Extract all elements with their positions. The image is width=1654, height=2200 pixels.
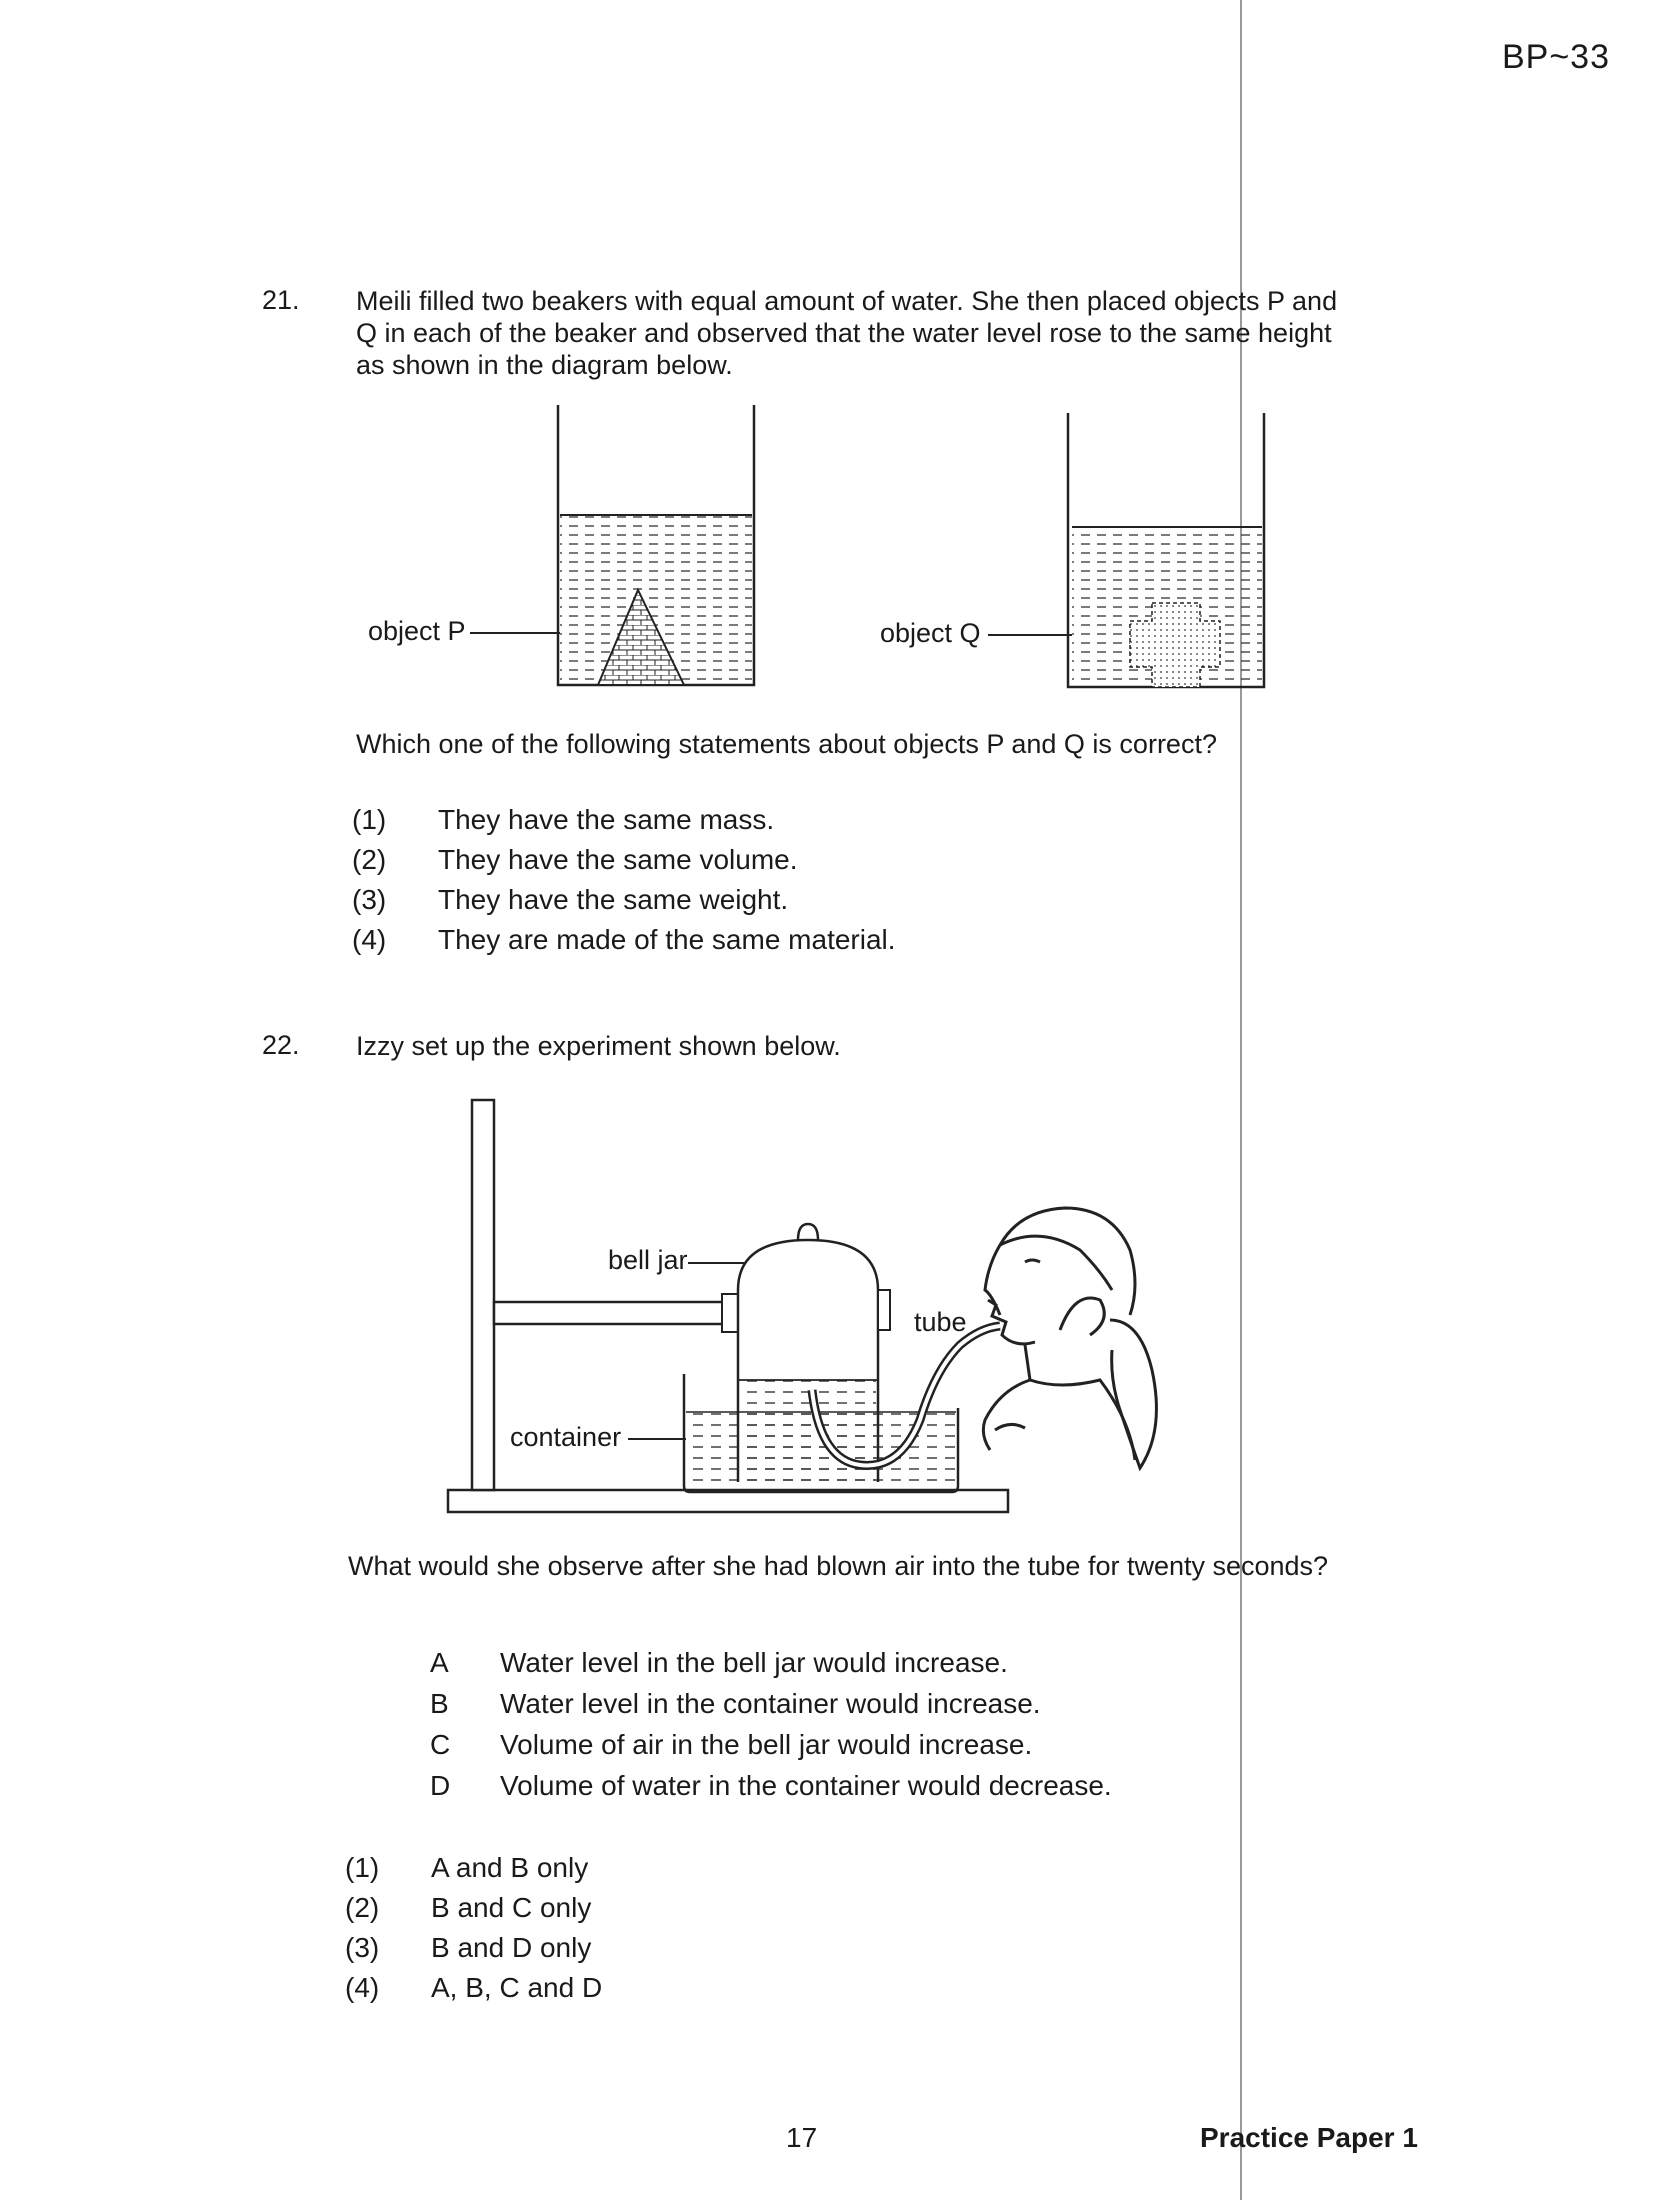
statement-a: A Water level in the bell jar would increase. [430, 1647, 1008, 1678]
question-text-21: Meili filled two beakers with equal amount of water. She then placed objects P and Q in each of the beaker and observed that the water level rose to the same height as shown in the diagram below. [356, 286, 1338, 380]
option-22-3: (3) B and D only [345, 1932, 592, 1963]
option-22-2: (2) B and C only [345, 1892, 592, 1923]
girl-figure [983, 1208, 1156, 1468]
option-21-1: (1) They have the same mass. [352, 804, 775, 835]
statement-b: B Water level in the container would increase. [430, 1688, 1041, 1719]
statement-d: D Volume of water in the container would decrease. [430, 1770, 1112, 1801]
question-prompt-21: Which one of the following statements about objects P and Q is correct? [356, 729, 1217, 759]
beaker-q [988, 413, 1264, 687]
option-21-4: (4) They are made of the same material. [352, 924, 896, 955]
question-number-22: 22. [262, 1030, 300, 1060]
page-code: BP~33 [1501, 38, 1610, 76]
label-bell-jar: bell jar [608, 1245, 688, 1275]
options-22 [345, 1848, 602, 2008]
beakers-diagram [360, 405, 1310, 705]
option-21-2: (2) They have the same volume. [352, 844, 798, 875]
option-21-3: (3) They have the same weight. [352, 884, 789, 915]
beaker-p [470, 405, 754, 685]
footer-title: Practice Paper 1 [1200, 2122, 1418, 2153]
option-22-4: (4) A, B, C and D [345, 1972, 603, 2003]
label-object-q: object Q [880, 618, 981, 648]
label-object-p: object P [368, 616, 466, 646]
bell-jar-diagram [440, 1090, 1220, 1540]
label-tube: tube [914, 1307, 967, 1337]
question-prompt-22: What would she observe after she had blown air into the tube for twenty seconds? [348, 1551, 1329, 1581]
question-number-21: 21. [262, 285, 300, 315]
bell-jar-pointer [688, 1262, 746, 1264]
question-text-22: Izzy set up the experiment shown below. [356, 1031, 841, 1061]
statements-22 [430, 1642, 1112, 1806]
bell-jar [738, 1224, 890, 1490]
page-number: 17 [786, 2122, 818, 2153]
container-pointer [628, 1438, 686, 1440]
options-21 [352, 800, 896, 960]
statement-c: C Volume of air in the bell jar would increase. [430, 1729, 1033, 1760]
label-container: container [510, 1422, 622, 1452]
option-22-1: (1) A and B only [345, 1852, 589, 1883]
